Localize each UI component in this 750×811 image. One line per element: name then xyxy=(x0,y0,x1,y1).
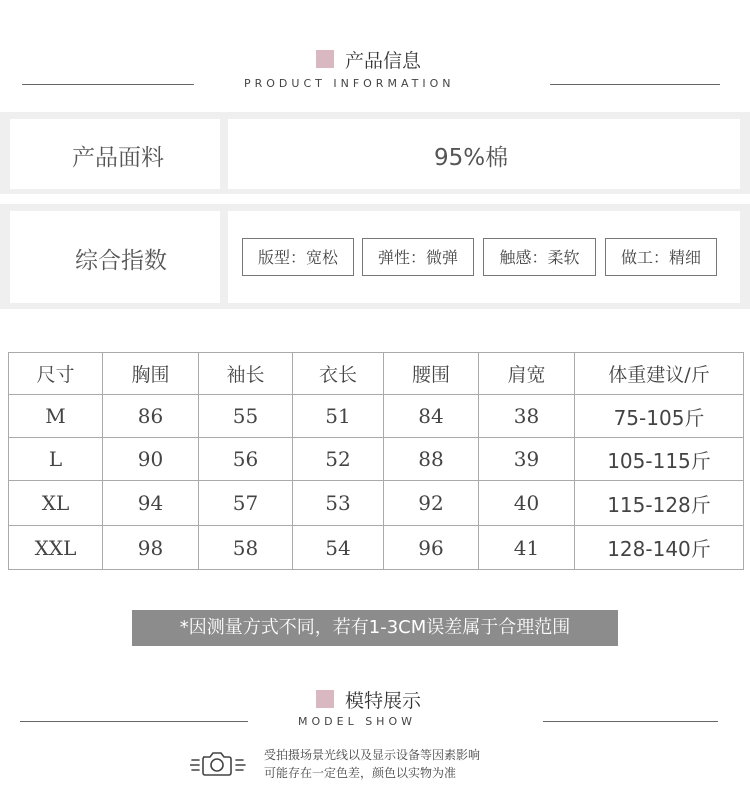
cell-size: XL xyxy=(9,481,103,526)
table-row xyxy=(9,526,744,570)
cell-size: XXL xyxy=(9,526,103,570)
divider-left xyxy=(20,721,248,722)
cell-length: 51 xyxy=(293,395,384,438)
disclaimer-line-1: 受拍摄场景光线以及显示设备等因素影响 xyxy=(264,748,481,762)
cell-chest: 86 xyxy=(103,395,199,438)
cell-size: L xyxy=(9,438,103,481)
cell-sleeve: 56 xyxy=(199,438,293,481)
cell-waist: 88 xyxy=(384,438,479,481)
section-subtitle: PRODUCT INFORMATION xyxy=(244,77,455,90)
index-label: 综合指数 xyxy=(75,248,167,274)
index-label-cell xyxy=(10,211,220,303)
cell-length: 53 xyxy=(293,481,384,526)
cell-shoulder: 41 xyxy=(479,526,575,570)
divider-right xyxy=(550,84,720,85)
header-length: 衣长 xyxy=(293,353,384,395)
fabric-label: 产品面料 xyxy=(72,145,164,171)
cell-waist: 96 xyxy=(384,526,479,570)
cell-sleeve: 55 xyxy=(199,395,293,438)
tag-touch: 触感：柔软 xyxy=(483,238,596,276)
cell-length: 52 xyxy=(293,438,384,481)
cell-shoulder: 39 xyxy=(479,438,575,481)
fabric-value: 95%棉 xyxy=(434,145,509,171)
index-row xyxy=(0,204,750,309)
header-size: 尺寸 xyxy=(9,353,103,395)
table-row xyxy=(9,438,744,481)
cell-weight: 105-115斤 xyxy=(575,438,744,481)
fabric-row xyxy=(0,112,750,194)
model-show-header xyxy=(0,680,750,740)
cell-size: M xyxy=(9,395,103,438)
tag-fit: 版型：宽松 xyxy=(242,238,354,276)
section-title: 产品信息 xyxy=(345,50,422,72)
cell-sleeve: 58 xyxy=(199,526,293,570)
cell-weight: 75-105斤 xyxy=(575,395,744,438)
index-tags-cell xyxy=(228,211,740,303)
header-waist: 腰围 xyxy=(384,353,479,395)
section-subtitle: MODEL SHOW xyxy=(298,715,416,728)
divider-right xyxy=(543,721,718,722)
table-row xyxy=(9,481,744,526)
product-info-header xyxy=(0,40,750,100)
cell-weight: 128-140斤 xyxy=(575,526,744,570)
table-row xyxy=(9,395,744,438)
tag-workmanship: 做工：精细 xyxy=(605,238,717,276)
cell-chest: 94 xyxy=(103,481,199,526)
cell-chest: 90 xyxy=(103,438,199,481)
header-shoulder: 肩宽 xyxy=(479,353,575,395)
cell-shoulder: 40 xyxy=(479,481,575,526)
fabric-label-cell xyxy=(10,119,220,189)
cell-weight: 115-128斤 xyxy=(575,481,744,526)
cell-sleeve: 57 xyxy=(199,481,293,526)
camera-icon xyxy=(190,748,246,780)
cell-waist: 84 xyxy=(384,395,479,438)
size-table xyxy=(8,352,744,570)
table-header-row xyxy=(9,353,744,395)
accent-square xyxy=(316,50,334,68)
accent-square xyxy=(316,690,334,708)
header-weight: 体重建议/斤 xyxy=(575,353,744,395)
measurement-note: *因测量方式不同，若有1-3CM误差属于合理范围 xyxy=(132,610,618,646)
disclaimer-line-2: 可能存在一定色差，颜色以实物为准 xyxy=(264,766,457,780)
cell-chest: 98 xyxy=(103,526,199,570)
section-title: 模特展示 xyxy=(345,690,422,712)
divider-left xyxy=(22,84,194,85)
cell-waist: 92 xyxy=(384,481,479,526)
tag-elasticity: 弹性：微弹 xyxy=(362,238,474,276)
cell-length: 54 xyxy=(293,526,384,570)
header-chest: 胸围 xyxy=(103,353,199,395)
header-sleeve: 袖长 xyxy=(199,353,293,395)
fabric-value-cell xyxy=(228,119,740,189)
cell-shoulder: 38 xyxy=(479,395,575,438)
